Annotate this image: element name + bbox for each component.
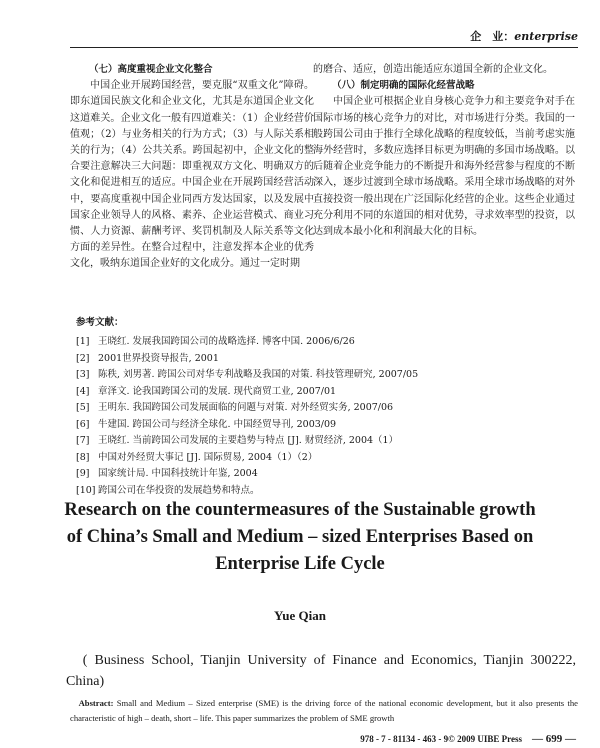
reference-text: 国家统计局. 中国科技统计年鉴, 2004 xyxy=(98,468,258,479)
abstract-text: Small and Medium – Sized enterprise (SME) is the driving force of the national economic development, but it also presents the characteristic of high – death, short – life. This paper summarizes the problem of SME growth xyxy=(70,698,578,723)
reference-number: [9] xyxy=(76,468,90,479)
reference-item xyxy=(76,466,576,483)
footer-isbn: 978 - 7 - 81134 - 463 - 9© 2009 UIBE Press xyxy=(360,734,522,744)
reference-number: [5] xyxy=(76,402,90,413)
section-title-7: （七）高度重视企业文化整合 xyxy=(89,64,213,75)
reference-text: 王晓红. 当前跨国公司发展的主要趋势与特点 [J]. 财贸经济, 2004（1） xyxy=(98,435,399,446)
reference-item xyxy=(76,351,576,368)
reference-number: [4] xyxy=(76,385,90,397)
reference-text: 2001世界投资导报告, 2001 xyxy=(98,352,219,364)
left-paragraph: 中国企业开展跨国经营，要克服“双重文化”障碍。即东道国民族文化和企业文化，尤其是东道国企业文化这道难关。企业文化一般有四道难关：（1）企业经营价值观；（2）与业务相关的行为方式；（3）与人际关系相关的行为；（4）公共关系。跨国起初中，企业文化的整合要注意解决三大问题：即重视双方文化、明确双方的文化和促进相互的适应。中国企业在开展跨国经营活动中，要高度重视中国企业同西方发达国家，以及发展中国家企业领导人的风格、素养、企业运营模式、商业习惯、人力资源、薪酬考评、奖罚机制及人际关系等文化方面的差异性。在整合过程中，注意发挥本企业的优秀文化，吸纳东道国企业好的文化成分。通过一定时期 xyxy=(70,80,314,270)
reference-item xyxy=(76,334,576,351)
reference-item xyxy=(76,384,576,401)
references-heading: 参考文献： xyxy=(76,317,124,328)
header-cn: 企 业 xyxy=(470,30,504,43)
page-number: — 699 — xyxy=(532,733,576,745)
references-list xyxy=(76,334,576,499)
author-name: Yue Qian xyxy=(274,608,326,623)
reference-item xyxy=(76,417,576,434)
reference-number: [7] xyxy=(76,435,90,446)
abstract xyxy=(70,696,578,725)
running-header xyxy=(70,30,578,44)
reference-number: [8] xyxy=(76,451,90,463)
reference-text: 王晓红. 发展我国跨国公司的战略选择. 博客中国. 2006/6/26 xyxy=(98,336,355,347)
reference-number: [3] xyxy=(76,369,90,380)
header-separator: ： xyxy=(503,30,515,43)
reference-text: 章泽文. 论我国跨国公司的发展. 现代商贸工业, 2007/01 xyxy=(98,385,337,397)
header-en: enterprise xyxy=(514,30,578,43)
reference-text: 跨国公司在华投资的发展趋势和特点。 xyxy=(98,484,260,496)
abstract-label: Abstract: xyxy=(78,698,114,708)
page-footer xyxy=(300,733,576,745)
left-column xyxy=(70,62,314,273)
reference-item xyxy=(76,367,576,384)
right-paragraph: 中国企业可根据企业自身核心竞争力和主要竞争对手在国际市场的核心竞争力的对比，对市场进行分类。我国的一般跨国公司由于推行全球化战略的程度较低，当前考虑实施海外经营时，多数应选择目标更为明确的多国市场战略。以后随着企业竞争能力的不断提升和海外经营参与程度的不断深入，逐步过渡到全球市场战略。采用全球市场战略的对外直接投资一般出现在广泛国际化经营的企业。这些企业通过充分利用不同的东道国的相对优势，寻求效率型的投资，以达到成本最小化和利润最大化的目标。 xyxy=(313,96,575,238)
english-title: Research on the countermeasures of the Sustainable growth of China’s Small and Medium – sized Enterprises Based on Enterprise Life Cycle xyxy=(64,500,536,574)
reference-number: [1] xyxy=(76,336,90,347)
author-affiliation: ( Business School, Tianjin University of Finance and Economics, Tianjin 300222, China) xyxy=(66,653,576,689)
reference-text: 牛建国. 跨国公司与经济全球化. 中国经贸导刊, 2003/09 xyxy=(98,418,337,430)
reference-number: [6] xyxy=(76,418,90,430)
reference-text: 陈秩, 刘男著. 跨国公司对华专利战略及我国的对策. 科技管理研究, 2007/05 xyxy=(98,369,419,380)
reference-text: 王明东. 我国跨国公司发展面临的问题与对策. 对外经贸实务, 2007/06 xyxy=(98,402,394,413)
reference-item xyxy=(76,400,576,417)
reference-number: [10] xyxy=(76,484,96,496)
section-title-8: （八）制定明确的国际化经营战略 xyxy=(332,80,475,92)
reference-item xyxy=(76,433,576,450)
right-column xyxy=(313,62,575,240)
reference-item xyxy=(76,450,576,467)
reference-text: 中国对外经贸大事记 [J]. 国际贸易, 2004（1）（2） xyxy=(98,451,318,463)
header-rule xyxy=(70,47,578,48)
right-lead-paragraph: 的磨合、适应，创造出能适应东道国全新的企业文化。 xyxy=(313,64,553,75)
reference-number: [2] xyxy=(76,352,90,364)
